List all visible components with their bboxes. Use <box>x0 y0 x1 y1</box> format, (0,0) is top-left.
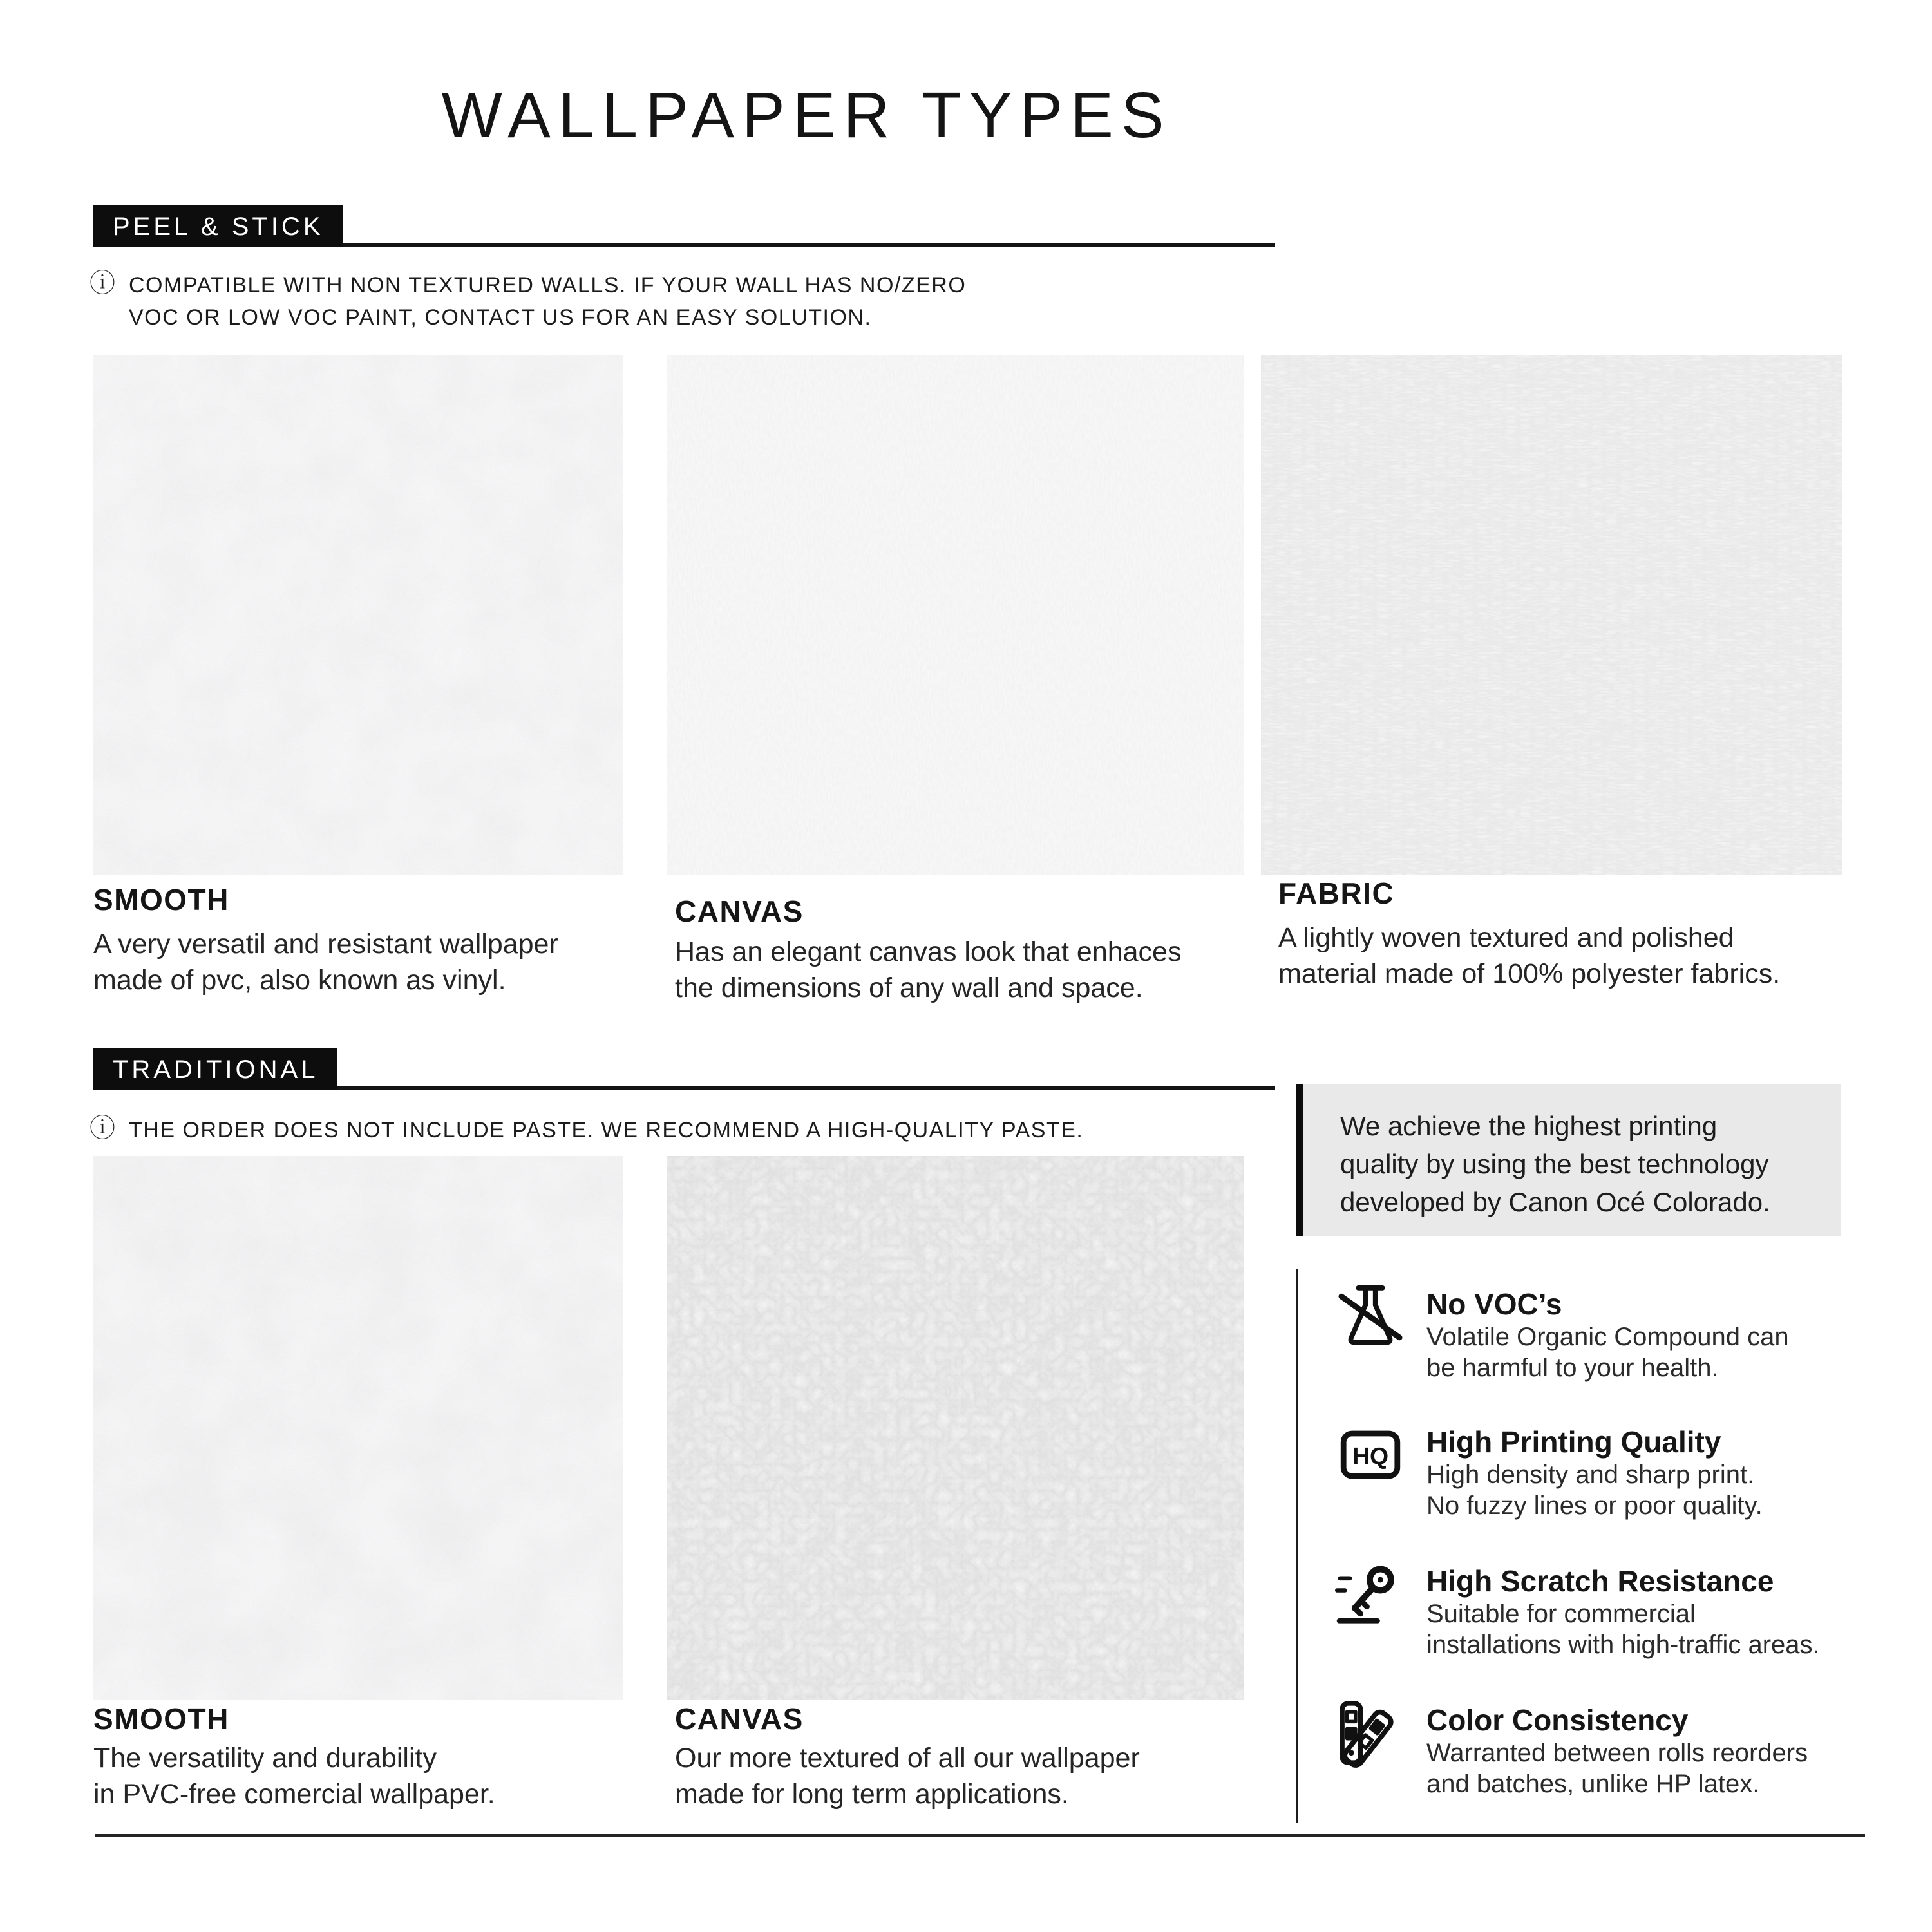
feature-body-line: and batches, unlike HP latex. <box>1426 1770 1760 1798</box>
swatch-desc-line: Our more textured of all our wallpaper <box>675 1743 1140 1774</box>
swatch-desc-line: The versatility and durability <box>93 1743 437 1774</box>
peel-stick-note-line2: VOC OR LOW VOC PAINT, CONTACT US FOR AN EASY SOLUTION. <box>129 305 872 330</box>
feature-body-line: High density and sharp print. <box>1426 1461 1755 1489</box>
features-divider-line <box>1296 1269 1298 1823</box>
swatch-desc-line: material made of 100% polyester fabrics. <box>1278 958 1781 989</box>
feature-title: Color Consistency <box>1426 1703 1689 1737</box>
traditional-section-label: TRADITIONAL <box>93 1048 337 1090</box>
svg-text:HQ: HQ <box>1352 1442 1389 1470</box>
smooth-vinyl-texture-swatch <box>93 355 623 875</box>
peel-stick-section-label: PEEL & STICK <box>93 205 343 247</box>
feature-color-consistency <box>1330 1698 1864 1826</box>
swatch-desc-line: A very versatil and resistant wallpaper <box>93 929 558 960</box>
feature-title: No VOC’s <box>1426 1287 1562 1321</box>
swatch-name: FABRIC <box>1278 876 1395 910</box>
no-voc-flask-icon <box>1335 1282 1406 1352</box>
swatch-name: CANVAS <box>675 1702 804 1736</box>
feature-title: High Printing Quality <box>1426 1425 1721 1459</box>
traditional-note-line: THE ORDER DOES NOT INCLUDE PASTE. WE RECOMMEND A HIGH-QUALITY PASTE. <box>129 1118 1084 1142</box>
swatch-desc-line: made for long term applications. <box>675 1779 1069 1810</box>
feature-body-line: be harmful to your health. <box>1426 1354 1719 1382</box>
peel-stick-note <box>90 269 1188 334</box>
swatch-name: CANVAS <box>675 895 804 928</box>
swatch-desc-line: A lightly woven textured and polished <box>1278 922 1734 953</box>
feature-body-line: Volatile Organic Compound can <box>1426 1323 1789 1351</box>
swatch-name: SMOOTH <box>93 883 229 916</box>
feature-high-scratch-resistance <box>1330 1558 1864 1687</box>
page-title: WALLPAPER TYPES <box>441 79 1172 151</box>
swatch-desc-line: Has an elegant canvas look that enhaces <box>675 936 1182 967</box>
feature-no-voc <box>1330 1282 1864 1410</box>
feature-body-line: No fuzzy lines or poor quality. <box>1426 1492 1763 1520</box>
traditional-note <box>90 1114 1253 1146</box>
coarse-canvas-texture-swatch <box>667 1156 1244 1700</box>
bottom-divider-line <box>95 1834 1865 1837</box>
swatch-desc-line: the dimensions of any wall and space. <box>675 972 1143 1003</box>
feature-body-line: Suitable for commercial <box>1426 1600 1696 1628</box>
printing-quality-callout <box>1296 1084 1841 1236</box>
swatch-name: SMOOTH <box>93 1702 229 1736</box>
quality-note-line3: developed by Canon Océ Colorado. <box>1340 1187 1770 1217</box>
quality-note-line2: quality by using the best technology <box>1340 1149 1769 1179</box>
smooth-pvc-free-texture-swatch <box>93 1156 623 1700</box>
hq-badge-icon <box>1335 1419 1406 1490</box>
feature-high-printing-quality <box>1330 1419 1864 1548</box>
feature-body-line: installations with high-traffic areas. <box>1426 1631 1820 1659</box>
info-icon: ⓘ <box>90 1114 117 1142</box>
feature-body-line: Warranted between rolls reorders <box>1426 1739 1808 1767</box>
swatch-desc-line: in PVC-free comercial wallpaper. <box>93 1779 495 1810</box>
color-swatches-icon <box>1335 1698 1406 1768</box>
info-icon: ⓘ <box>90 269 117 298</box>
swatch-desc-line: made of pvc, also known as vinyl. <box>93 965 506 996</box>
peel-stick-note-line1: COMPATIBLE WITH NON TEXTURED WALLS. IF YOUR WALL HAS NO/ZERO <box>129 273 967 298</box>
scratch-key-icon <box>1335 1558 1406 1629</box>
quality-note-line1: We achieve the highest printing <box>1340 1111 1718 1141</box>
feature-title: High Scratch Resistance <box>1426 1564 1774 1598</box>
fine-canvas-texture-swatch <box>667 355 1244 875</box>
woven-fabric-texture-swatch <box>1261 355 1842 875</box>
